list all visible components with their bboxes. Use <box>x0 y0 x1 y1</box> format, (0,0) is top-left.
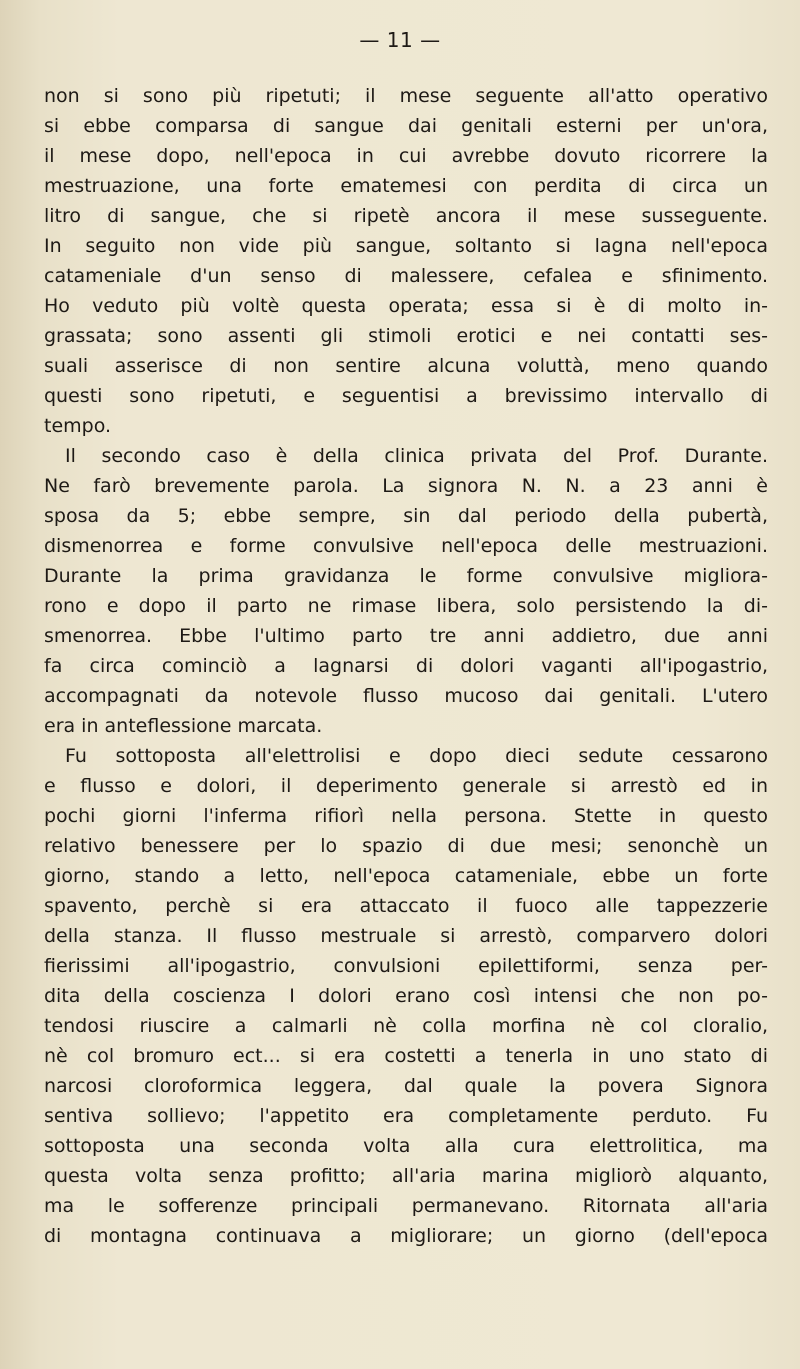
page-number: — 11 — <box>359 28 441 52</box>
text-line: sentiva sollievo; l'appetito era completamente perduto. Fu <box>44 1105 768 1127</box>
text-line: ma le sofferenze principali permanevano. Ritornata all'aria <box>44 1195 768 1217</box>
text-line: nè col bromuro ect... si era costetti a tenerla in uno stato di <box>44 1045 768 1067</box>
text-line: dita della coscienza I dolori erano così intensi che non po- <box>44 985 768 1007</box>
text-line: sottoposta una seconda volta alla cura elettrolitica, ma <box>44 1135 768 1157</box>
text-line: litro di sangue, che si ripetè ancora il mese susseguente. <box>44 205 768 227</box>
text-line: Fu sottoposta all'elettrolisi e dopo dieci sedute cessarono <box>65 745 768 767</box>
text-line: suali asserisce di non sentire alcuna voluttà, meno quando <box>44 355 768 377</box>
text-line: di montagna continuava a migliorare; un giorno (dell'epoca <box>44 1225 768 1247</box>
text-line: e flusso e dolori, il deperimento generale si arrestò ed in <box>44 775 768 797</box>
text-line: tempo. <box>44 415 112 437</box>
text-line: dismenorrea e forme convulsive nell'epoca delle mestruazioni. <box>44 535 768 557</box>
text-line: catameniale d'un senso di malessere, cefalea e sfinimento. <box>44 265 768 287</box>
text-line: tendosi riuscire a calmarli nè colla morfina nè col cloralio, <box>44 1015 768 1037</box>
text-line: pochi giorni l'inferma rifiorì nella persona. Stette in questo <box>44 805 768 827</box>
text-line: fa circa cominciò a lagnarsi di dolori vaganti all'ipogastrio, <box>44 655 768 677</box>
paragraph <box>44 441 768 741</box>
text-line: smenorrea. Ebbe l'ultimo parto tre anni addietro, due anni <box>44 625 768 647</box>
text-line: si ebbe comparsa di sangue dai genitali esterni per un'ora, <box>44 115 768 137</box>
text-line: questa volta senza profitto; all'aria marina migliorò alquanto, <box>44 1165 768 1187</box>
text-line: Ne farò brevemente parola. La signora N. N. a 23 anni è <box>44 475 768 497</box>
text-line: mestruazione, una forte ematemesi con perdita di circa un <box>44 175 768 197</box>
text-line: Ho veduto più voltè questa operata; essa si è di molto in- <box>44 295 768 317</box>
text-line: relativo benessere per lo spazio di due mesi; senonchè un <box>44 835 768 857</box>
paragraph <box>44 741 768 1251</box>
text-line: il mese dopo, nell'epoca in cui avrebbe dovuto ricorrere la <box>44 145 768 167</box>
body-text <box>44 81 768 1251</box>
text-line: della stanza. Il flusso mestruale si arrestò, comparvero dolori <box>44 925 768 947</box>
text-line: non si sono più ripetuti; il mese seguente all'atto operativo <box>44 85 768 107</box>
text-line: Il secondo caso è della clinica privata del Prof. Durante. <box>65 445 768 467</box>
text-line: narcosi cloroformica leggera, dal quale la povera Signora <box>44 1075 768 1097</box>
paragraph <box>44 81 768 441</box>
text-line: sposa da 5; ebbe sempre, sin dal periodo della pubertà, <box>44 505 768 527</box>
text-line: In seguito non vide più sangue, soltanto si lagna nell'epoca <box>44 235 768 257</box>
text-line: giorno, stando a letto, nell'epoca catameniale, ebbe un forte <box>44 865 768 887</box>
text-line: grassata; sono assenti gli stimoli erotici e nei contatti ses- <box>44 325 768 347</box>
text-line: fierissimi all'ipogastrio, convulsioni epilettiformi, senza per- <box>44 955 768 977</box>
text-line: Durante la prima gravidanza le forme convulsive migliora- <box>44 565 768 587</box>
text-line: era in anteflessione marcata. <box>44 715 323 737</box>
text-line: accompagnati da notevole flusso mucoso dai genitali. L'utero <box>44 685 768 707</box>
text-line: spavento, perchè si era attaccato il fuoco alle tappezzerie <box>44 895 768 917</box>
text-line: rono e dopo il parto ne rimase libera, solo persistendo la di- <box>44 595 768 617</box>
text-line: questi sono ripetuti, e seguentisi a brevissimo intervallo di <box>44 385 768 407</box>
